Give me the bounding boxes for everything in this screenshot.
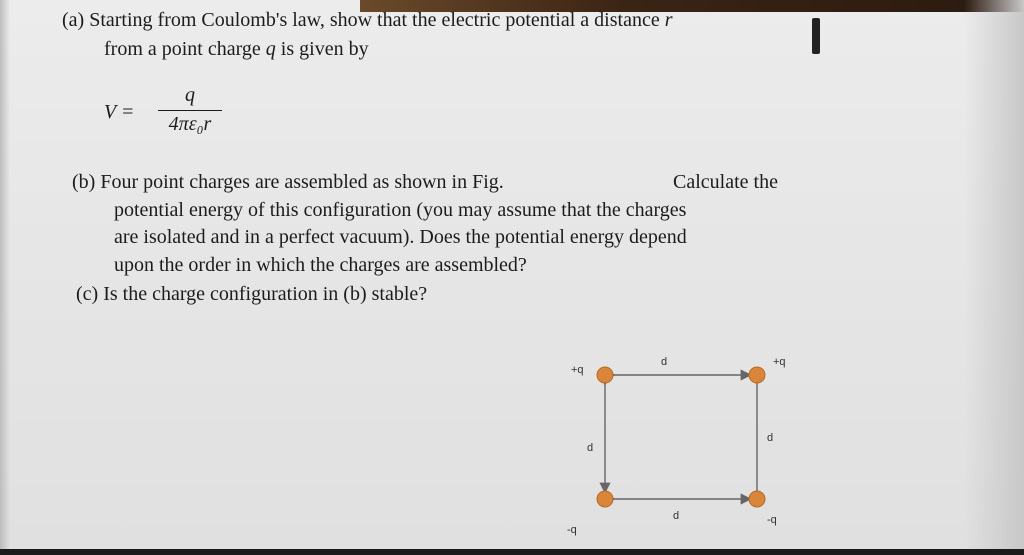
equation-lhs-text: V = (104, 101, 135, 123)
equation-numerator: q (185, 84, 195, 106)
bottom-edge-bar (0, 549, 1024, 555)
part-b-line1-right (673, 170, 778, 194)
part-a-line2 (104, 37, 369, 61)
label-bottom-side: d (673, 510, 680, 522)
left-shadow (0, 0, 10, 555)
part-a-line1 (62, 8, 673, 32)
label-top-left: +q (571, 364, 584, 376)
label-left-side: d (587, 442, 594, 454)
label-top-right: +q (773, 356, 786, 368)
part-a-text1: Starting from Coulomb's law, show that the electric potential a distance (89, 9, 660, 31)
margin-marker (812, 18, 820, 54)
part-b-line4 (114, 253, 527, 277)
part-b-text1-right: Calculate the (673, 171, 778, 193)
equation-lhs (104, 100, 134, 124)
part-b-text2: potential energy of this configuration (you may assume that the charges (114, 199, 687, 221)
part-b-text3: are isolated and in a perfect vacuum). Does the potential energy depend (114, 226, 687, 248)
charge-top-right (749, 367, 765, 383)
part-b-line1 (72, 170, 504, 194)
part-b-text1: Four point charges are assembled as shown in Fig. (100, 171, 504, 193)
charge-bottom-right (749, 491, 765, 507)
charge-square-figure (555, 345, 805, 540)
part-a-text2-prefix: from a point charge (104, 38, 261, 60)
fraction-bar (158, 110, 222, 111)
equation-denominator: 4πε₀r (168, 113, 212, 135)
part-b-line2 (114, 198, 686, 222)
part-b-text4: upon the order in which the charges are assembled? (114, 254, 527, 276)
part-b-line3 (114, 225, 687, 249)
var-r: r (664, 9, 673, 31)
part-c-line (76, 282, 427, 306)
label-right-side: d (767, 432, 774, 444)
label-bottom-right: -q (767, 514, 777, 526)
label-top-side: d (661, 356, 668, 368)
part-b-label: (b) (72, 171, 96, 193)
part-a-label: (a) (62, 9, 85, 31)
label-bottom-left: -q (567, 524, 577, 536)
part-c-text: Is the charge configuration in (b) stable? (103, 283, 428, 305)
charge-bottom-left (597, 491, 613, 507)
equation-fraction (158, 84, 222, 136)
charge-top-left (597, 367, 613, 383)
part-c-label: (c) (76, 283, 99, 305)
right-shadow (964, 0, 1024, 555)
var-q: q (265, 38, 276, 60)
part-a-text2-suffix: is given by (280, 38, 369, 60)
